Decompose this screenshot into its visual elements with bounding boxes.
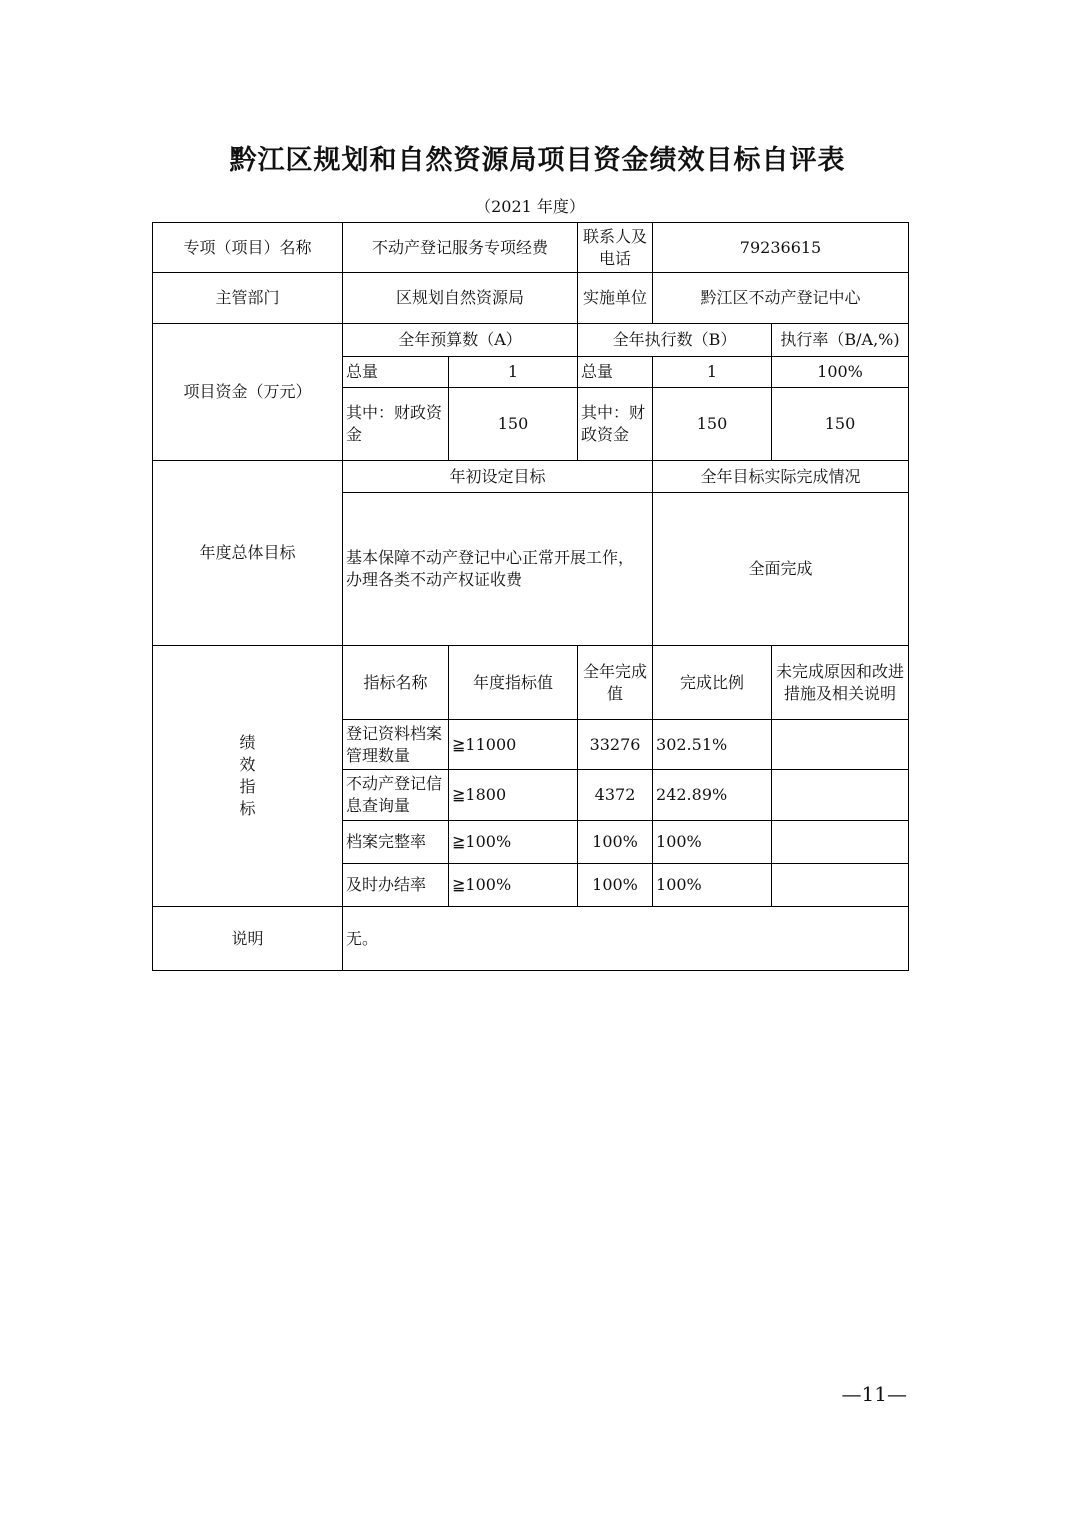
indicator-reason	[772, 720, 909, 770]
indicator-ratio: 302.51%	[653, 720, 772, 770]
goal-set-header: 年初设定目标	[343, 461, 653, 493]
indicator-actual: 33276	[578, 720, 653, 770]
fiscal-label-a: 其中：财政资金	[343, 388, 449, 461]
page-number: —11—	[841, 1382, 907, 1406]
dept-label: 主管部门	[153, 273, 343, 324]
report-year: （2021 年度）	[475, 197, 585, 216]
total-label-b: 总量	[578, 357, 653, 388]
indicator-ratio: 242.89%	[653, 770, 772, 821]
row-funds-header	[153, 324, 909, 357]
row-dept	[153, 273, 909, 324]
fiscal-label-b: 其中：财政资金	[578, 388, 653, 461]
goal-label: 年度总体目标	[153, 461, 343, 646]
indicator-target: ≧100%	[449, 821, 578, 864]
indicator-ratio: 100%	[653, 821, 772, 864]
indicator-ratio: 100%	[653, 864, 772, 907]
funds-label: 项目资金（万元）	[153, 324, 343, 461]
perf-header-name: 指标名称	[343, 646, 449, 720]
impl-value: 黔江区不动产登记中心	[653, 273, 909, 324]
indicator-actual: 100%	[578, 821, 653, 864]
indicator-name: 不动产登记信息查询量	[343, 770, 449, 821]
goal-actual-header: 全年目标实际完成情况	[653, 461, 909, 493]
row-project	[153, 223, 909, 273]
budget-header: 全年预算数（A）	[343, 324, 578, 357]
row-note	[153, 907, 909, 971]
row-goal-header	[153, 461, 909, 493]
indicator-reason	[772, 770, 909, 821]
indicator-name: 登记资料档案管理数量	[343, 720, 449, 770]
total-rate: 100%	[772, 357, 909, 388]
indicator-target: ≧1800	[449, 770, 578, 821]
perf-header-ratio: 完成比例	[653, 646, 772, 720]
note-value: 无。	[343, 907, 909, 971]
indicator-target: ≧11000	[449, 720, 578, 770]
goal-set-text: 基本保障不动产登记中心正常开展工作，办理各类不动产权证收费	[343, 493, 653, 646]
indicator-target: ≧100%	[449, 864, 578, 907]
total-value-b: 1	[653, 357, 772, 388]
indicator-actual: 100%	[578, 864, 653, 907]
note-label: 说明	[153, 907, 343, 971]
perf-header-actual: 全年完成值	[578, 646, 653, 720]
goal-actual-text: 全面完成	[653, 493, 909, 646]
exec-header: 全年执行数（B）	[578, 324, 772, 357]
indicator-reason	[772, 821, 909, 864]
indicator-name: 及时办结率	[343, 864, 449, 907]
page-title: 黔江区规划和自然资源局项目资金绩效目标自评表	[229, 145, 846, 176]
perf-label: 绩效指标	[239, 733, 256, 818]
impl-label: 实施单位	[578, 273, 653, 324]
project-name-label: 专项（项目）名称	[153, 223, 343, 273]
perf-header-reason: 未完成原因和改进措施及相关说明	[772, 646, 909, 720]
contact-label: 联系人及电话	[578, 223, 653, 273]
fiscal-value-b: 150	[653, 388, 772, 461]
indicator-actual: 4372	[578, 770, 653, 821]
contact-value: 79236615	[653, 223, 909, 273]
perf-label-cell	[153, 646, 343, 907]
indicator-reason	[772, 864, 909, 907]
dept-value: 区规划自然资源局	[343, 273, 578, 324]
indicator-name: 档案完整率	[343, 821, 449, 864]
row-perf-header	[153, 646, 909, 720]
evaluation-table	[152, 222, 909, 971]
rate-header: 执行率（B/A,%)	[772, 324, 909, 357]
fiscal-rate: 150	[772, 388, 909, 461]
project-name-value: 不动产登记服务专项经费	[343, 223, 578, 273]
fiscal-value-a: 150	[449, 388, 578, 461]
total-label-a: 总量	[343, 357, 449, 388]
perf-header-target: 年度指标值	[449, 646, 578, 720]
total-value-a: 1	[449, 357, 578, 388]
